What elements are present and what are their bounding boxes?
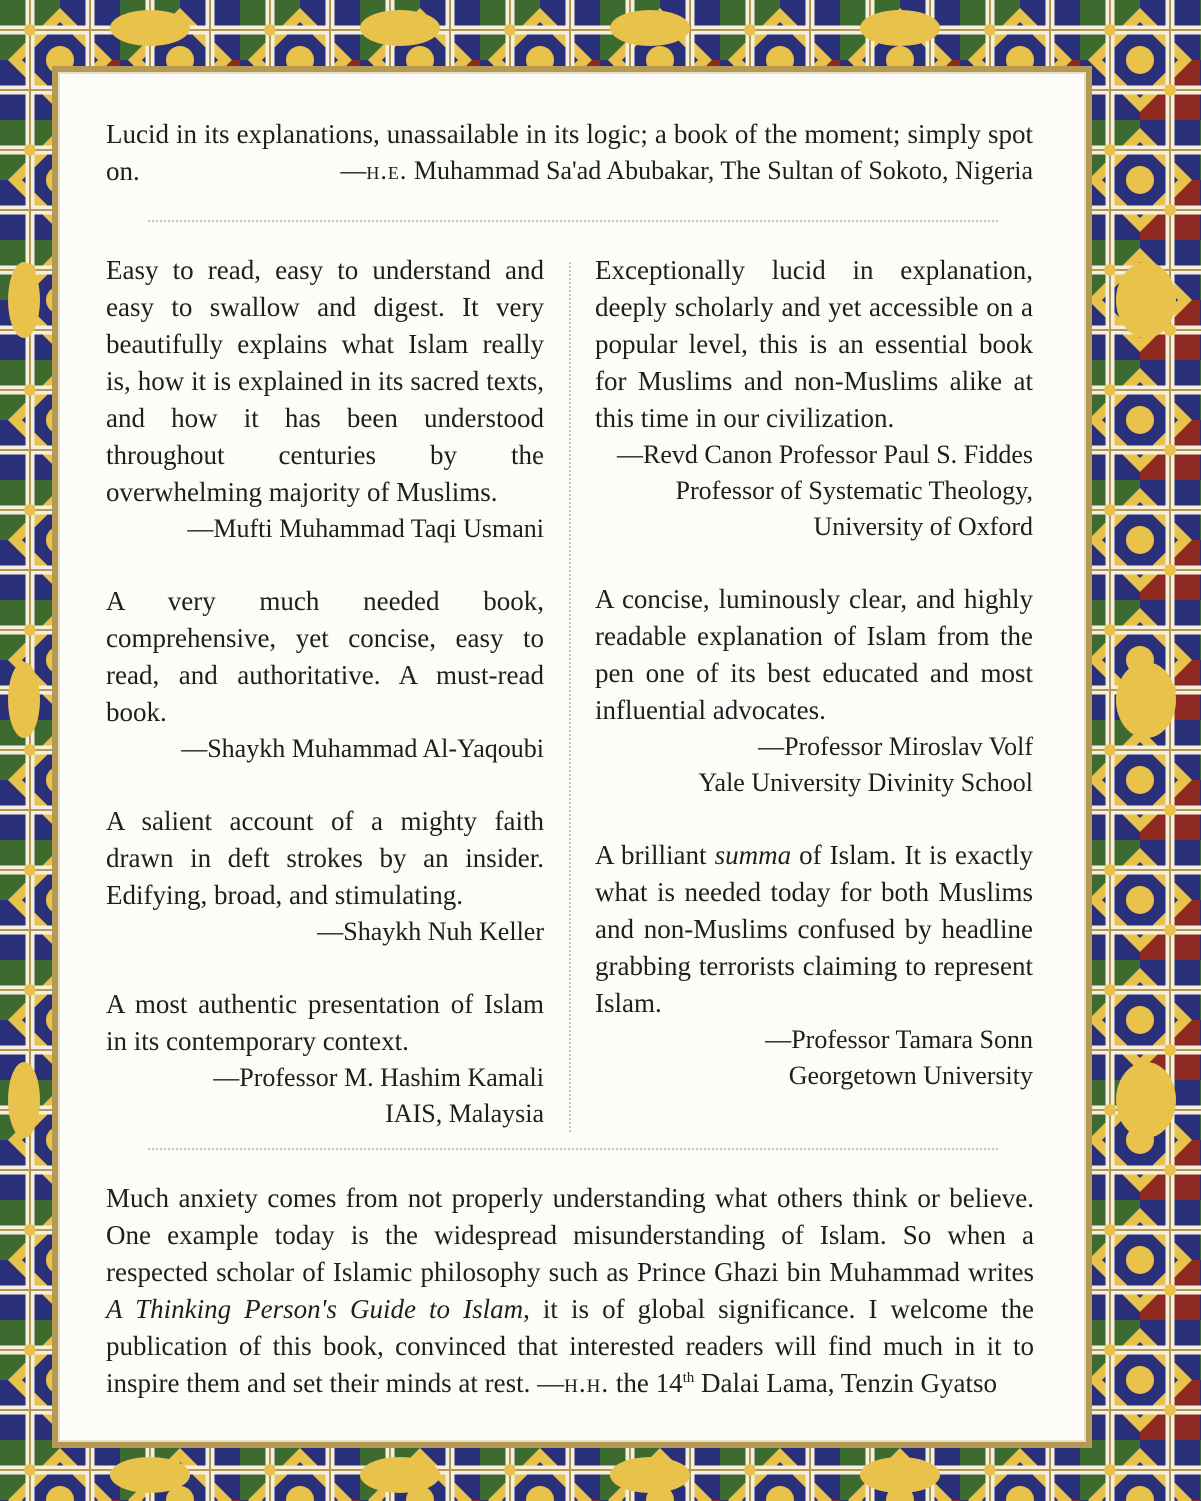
quote-body: Much anxiety comes from not properly understanding what others think or believe. One example today is the widespread misunderstanding of Islam. So when a respected scholar of Islamic philosophy such as Prince Ghazi bin Muhammad writes <box>106 1183 1034 1287</box>
dash: — <box>530 1368 565 1398</box>
italic-term: summa <box>714 840 792 870</box>
quote-attribution: —Professor Tamara Sonn <box>765 1025 1033 1054</box>
divider-bottom <box>148 1148 998 1150</box>
quote-text <box>595 837 1033 1022</box>
honorific: h.e. <box>366 156 408 185</box>
quote-attribution: —Shaykh Nuh Keller <box>317 917 544 946</box>
quotes-panel <box>52 66 1092 1448</box>
quote-keller <box>106 803 544 950</box>
quote-sultan-of-sokoto <box>106 116 1033 189</box>
quote-body: Lucid in its explanations, unassailable in its logic; a book of the moment; simply spot on. <box>106 119 1033 186</box>
quote-body: of Islam. It is exactly what is needed today for both Muslims and non-Muslims confused by headline grabbing terrorists claiming to represent Islam. <box>595 840 1033 1018</box>
quote-usmani <box>106 252 544 547</box>
quote-text: A concise, luminously clear, and highly readable explanation of Islam from the pen one of its best educated and most influential advocates. <box>595 584 1033 725</box>
quote-affiliation: Georgetown University <box>788 1061 1033 1090</box>
quote-affiliation: Professor of Systematic Theology, <box>675 476 1033 505</box>
divider-top <box>148 220 998 222</box>
attribution-name: Muhammad Sa'ad Abubakar, The Sultan of Sokoto, Nigeria <box>413 156 1033 185</box>
quote-text: Exceptionally lucid in explanation, deeply scholarly and yet accessible on a popular level, this is an essential book for Muslims and non-Muslims alike at this time in our civilization. <box>595 255 1033 433</box>
quote-sonn <box>595 837 1033 1094</box>
quote-fiddes <box>595 252 1033 545</box>
quote-text <box>106 1180 1034 1402</box>
column-divider <box>569 262 571 1132</box>
quote-attribution: —Professor M. Hashim Kamali <box>213 1063 544 1092</box>
ordinal-suffix: th <box>682 1370 695 1386</box>
dash: — <box>340 156 367 185</box>
book-title: A Thinking Person's Guide to Islam <box>106 1294 524 1324</box>
quote-text: A salient account of a mighty faith drawn in deft strokes by an insider. Edifying, broad, and stimulating. <box>106 806 544 910</box>
quote-attribution: —Shaykh Muhammad Al-Yaqoubi <box>181 734 544 763</box>
quote-body: A brilliant <box>595 840 715 870</box>
right-column <box>595 252 1033 1094</box>
attribution-name: Dalai Lama, Tenzin Gyatso <box>694 1368 998 1398</box>
quote-volf <box>595 581 1033 801</box>
quote-affiliation: University of Oxford <box>813 512 1033 541</box>
quote-text: Easy to read, easy to understand and easy to swallow and digest. It very beautifully explains what Islam really is, how it is explained in its sacred texts, and how it has been understood throughout centuries by the overwhelming majority of Muslims. <box>106 255 544 507</box>
quote-text: A very much needed book, comprehensive, yet concise, easy to read, and authoritative. A must-read book. <box>106 586 544 727</box>
quote-affiliation: IAIS, Malaysia <box>385 1099 544 1128</box>
quote-dalai-lama <box>106 1180 1034 1402</box>
quote-kamali <box>106 986 544 1132</box>
quote-text: A most authentic presentation of Islam in its contemporary context. <box>106 989 544 1056</box>
honorific: h.h. <box>564 1368 610 1398</box>
attribution-name: the 14 <box>609 1368 683 1398</box>
quote-attribution: —Professor Miroslav Volf <box>758 732 1033 761</box>
quote-body: , it is of global significance. I welcome the publication of this book, convinced that interested readers will find much in it to inspire them and set their minds at rest. <box>106 1294 1035 1398</box>
quote-al-yaqoubi <box>106 583 544 767</box>
quote-attribution: —Mufti Muhammad Taqi Usmani <box>187 514 544 543</box>
quote-attribution: —Revd Canon Professor Paul S. Fiddes <box>617 440 1033 469</box>
quote-attribution <box>106 153 1033 189</box>
quote-affiliation: Yale University Divinity School <box>698 768 1033 797</box>
left-column <box>106 252 544 1132</box>
